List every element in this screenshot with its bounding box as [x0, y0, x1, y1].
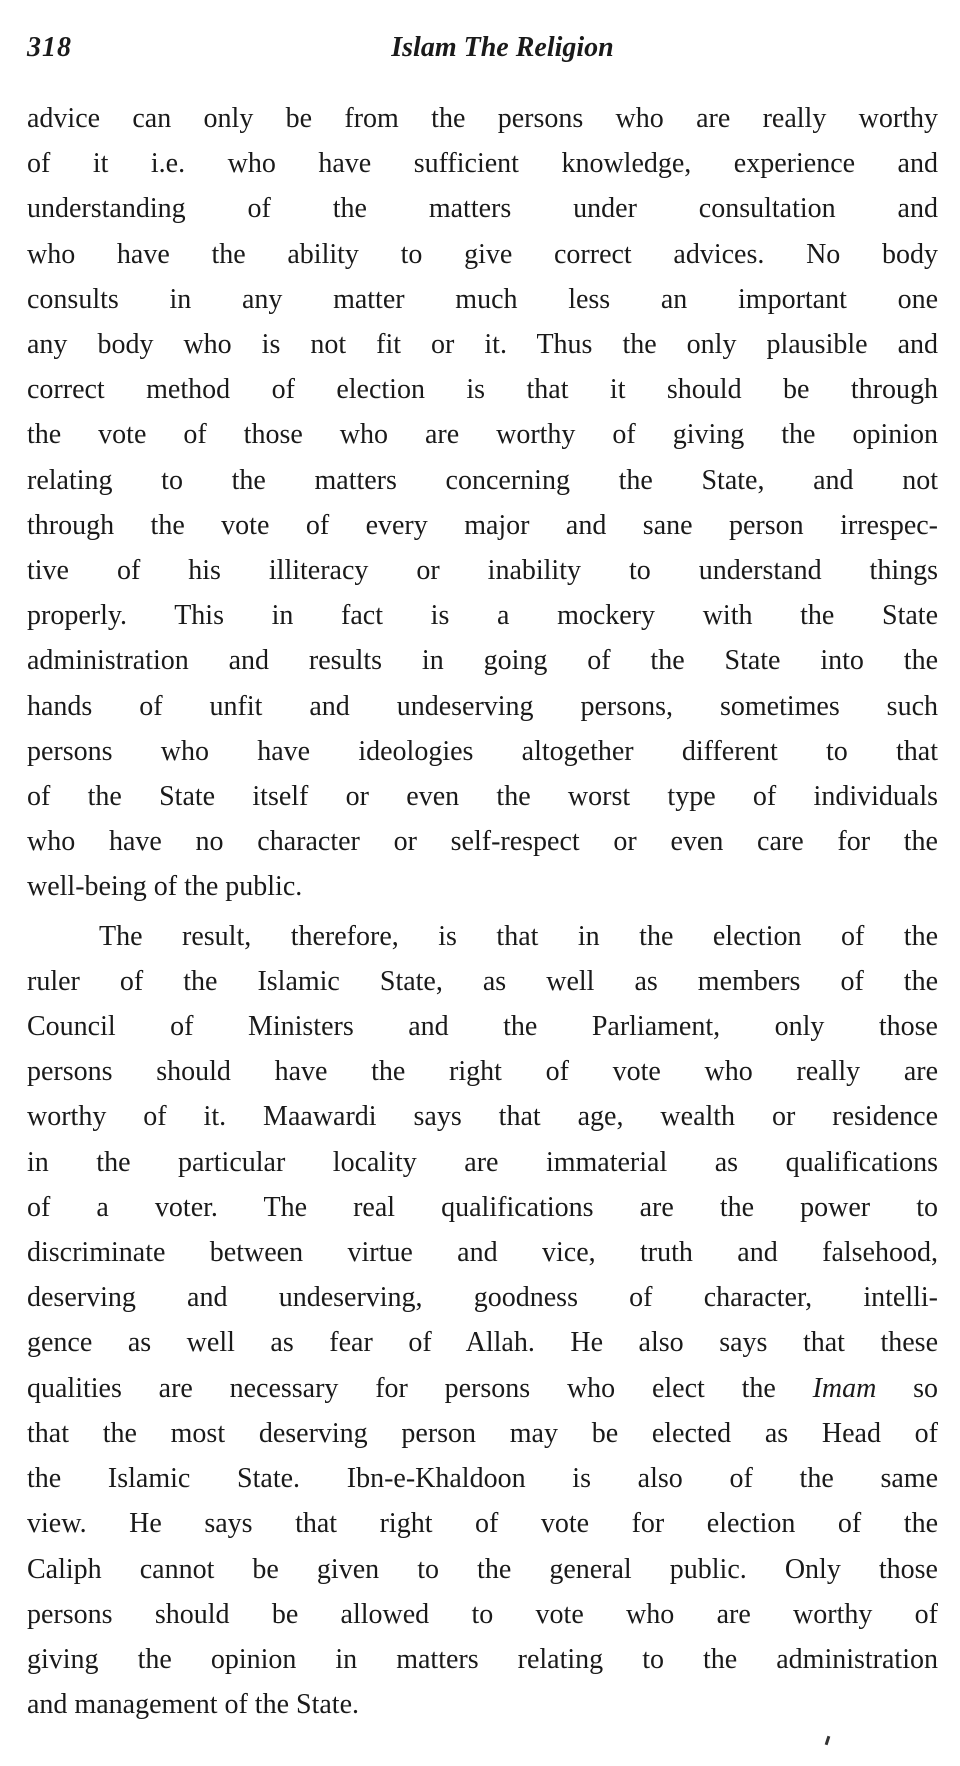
text-line: of it i.e. who have sufficient knowledge, experience and — [27, 148, 938, 180]
text-line: that the most deserving person may be elected as Head of — [27, 1417, 938, 1449]
text-line: of the State itself or even the worst type of individuals — [27, 781, 938, 813]
text-line: understanding of the matters under consultation and — [27, 193, 938, 225]
page-number: 318 — [27, 32, 72, 63]
text-line: relating to the matters concerning the State, and not — [27, 464, 938, 496]
text-line: properly. This in fact is a mockery with the State — [27, 600, 938, 632]
text-line: any body who is not fit or it. Thus the only plausible and — [27, 329, 938, 361]
running-title: Islam The Religion — [391, 32, 614, 63]
paragraph-1 — [27, 96, 938, 910]
text-line: worthy of it. Maawardi says that age, wealth or residence — [27, 1101, 938, 1133]
text-line: hands of unfit and undeserving persons, sometimes such — [27, 690, 938, 722]
text-segment: qualities are necessary for persons who elect the — [27, 1372, 776, 1404]
text-line: consults in any matter much less an important one — [27, 283, 938, 315]
text-line: in the particular locality are immaterial as qualifications — [27, 1146, 938, 1178]
italic-term-imam: Imam — [812, 1372, 877, 1404]
text-line: tive of his illiteracy or inability to understand things — [27, 555, 938, 587]
text-line: giving the opinion in matters relating to the administration — [27, 1643, 938, 1675]
text-line: correct method of election is that it should be through — [27, 374, 938, 406]
body-text — [27, 96, 938, 1727]
text-line: persons should be allowed to vote who are worthy of — [27, 1598, 938, 1630]
text-line: persons should have the right of vote who really are — [27, 1056, 938, 1088]
text-line: gence as well as fear of Allah. He also says that these — [27, 1327, 938, 1359]
text-line: Council of Ministers and the Parliament, only those — [27, 1011, 938, 1043]
text-line: the vote of those who are worthy of giving the opinion — [27, 419, 938, 451]
page-header — [27, 28, 938, 76]
text-line: of a voter. The real qualifications are the power to — [27, 1191, 938, 1223]
text-segment: so — [913, 1372, 939, 1404]
text-line: Caliph cannot be given to the general public. Only those — [27, 1553, 938, 1585]
text-line: The result, therefore, is that in the election of the — [99, 920, 938, 952]
text-line: and management of the State. — [27, 1689, 359, 1721]
text-line-with-italic — [27, 1366, 938, 1411]
text-line: well-being of the public. — [27, 871, 303, 903]
text-line: advice can only be from the persons who are really worthy — [27, 103, 938, 134]
text-line: who have the ability to give correct advices. No body — [27, 238, 938, 270]
text-line: ruler of the Islamic State, as well as members of the — [27, 965, 938, 997]
text-line: who have no character or self-respect or even care for the — [27, 826, 938, 858]
text-line: the Islamic State. Ibn-e-Khaldoon is also of the same — [27, 1463, 938, 1495]
text-line: discriminate between virtue and vice, truth and falsehood, — [27, 1237, 938, 1269]
text-line: administration and results in going of the State into the — [27, 645, 938, 677]
text-line: through the vote of every major and sane person irrespec- — [27, 509, 938, 541]
text-line: persons who have ideologies altogether different to that — [27, 735, 938, 767]
text-line: deserving and undeserving, goodness of character, intelli- — [27, 1282, 938, 1314]
paragraph-2 — [27, 914, 938, 1728]
text-line: view. He says that right of vote for election of the — [27, 1508, 938, 1540]
